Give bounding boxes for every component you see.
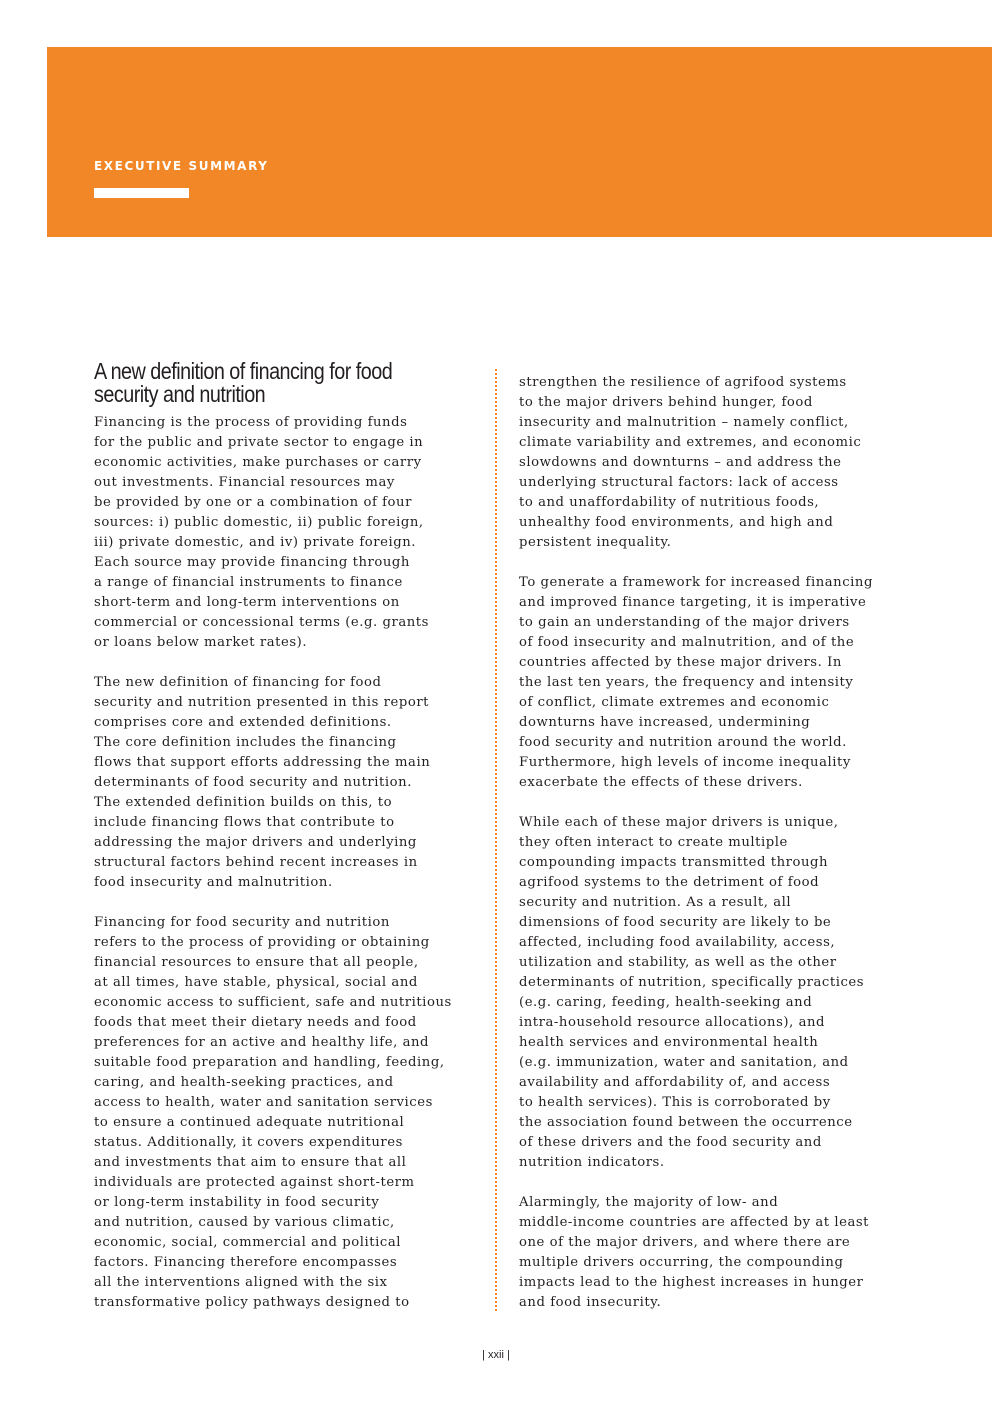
paragraph-alarmingly: Alarmingly, the majority of low- and middle-income countries are affected by at least one of the major drivers, and where there are multiple drivers occurring, the compounding impacts lead to the highest increases in hunger and food insecurity. (519, 1195, 870, 1310)
paragraph-framework: To generate a framework for increased financing and improved finance targeting, it is imperative to gain an understanding of the major drivers of food insecurity and malnutrition, and of the countries affected by these major drivers. In the last ten years, the frequency and intensity of conflict, climate extremes and economic downturns have increased, undermining food security and nutrition around the world. Furthermore, high levels of income inequality exacerbate the effects of these drivers. (519, 575, 873, 790)
paragraph-fsn-financing: Financing for food security and nutrition refers to the process of providing or obtaining financial resources to ensure that all people, at all times, have stable, physical, social and economic access to sufficient, safe and nutritious foods that meet their dietary needs and food preferences for an active and healthy life, and suitable food preparation and handling, feeding, caring, and health-seeking practices, and access to health, water and sanitation services to ensure a continued adequate nutritional status. Additionally, it covers expenditures and investments that aim to ensure that all individuals are protected against short-term or long-term instability in food security and nutrition, caused by various climatic, economic, social, commercial and political factors. Financing therefore encompasses all the interventions aligned with the six transformative policy pathways designed to (94, 915, 452, 1310)
paragraph-drivers-interaction: While each of these major drivers is unique, they often interact to create multiple compounding impacts transmitted through agrifood systems to the detriment of food security and nutrition. As a result, all dimensions of food security are likely to be affected, including food availability, access, utilization and stability, as well as the other determinants of nutrition, specifically practices (e.g. caring, feeding, health-seeking and intra-household resource allocations), and health services and environmental health (e.g. immunization, water and sanitation, and availability and affordability of, and access to health services). This is corroborated by the association found between the occurrence of these drivers and the food security and nutrition indicators. (519, 815, 865, 1170)
page-number: | xxii | (482, 1349, 510, 1361)
column-divider (495, 369, 497, 1311)
section-label: EXECUTIVE SUMMARY (94, 159, 269, 173)
section-label-underline (94, 188, 189, 198)
header-banner (47, 47, 992, 237)
paragraph-financing-definition: Financing is the process of providing funds for the public and private sector to engage in economic activities, make purchases or carry out investments. Financial resources may be provided by one or a combination of four sources: i) public domestic, ii) public foreign, iii) private domestic, and iv) private foreign. Each source may provide financing through a range of financial instruments to finance short-term and long-term interventions on commercial or concessional terms (e.g. grants or loans below market rates). (94, 415, 429, 650)
paragraph-new-definition: The new definition of financing for food security and nutrition presented in this report comprises core and extended definitions. The core definition includes the financing flows that support efforts addressing the main determinants of food security and nutrition. The extended definition builds on this, to include financing flows that contribute to addressing the major drivers and underlying structural factors behind recent increases in food insecurity and malnutrition. (94, 675, 431, 890)
left-column (94, 413, 466, 1333)
right-column (519, 373, 889, 1333)
section-heading: A new definition of financing for food security and nutrition (94, 358, 393, 407)
paragraph-continuation: strengthen the resilience of agrifood systems to the major drivers behind hunger, food insecurity and malnutrition – namely conflict, climate variability and extremes, and economic slowdowns and downturns – and address the underlying structural factors: lack of access to and unaffordability of nutritious foods, unhealthy food environments, and high and persistent inequality. (519, 375, 862, 550)
